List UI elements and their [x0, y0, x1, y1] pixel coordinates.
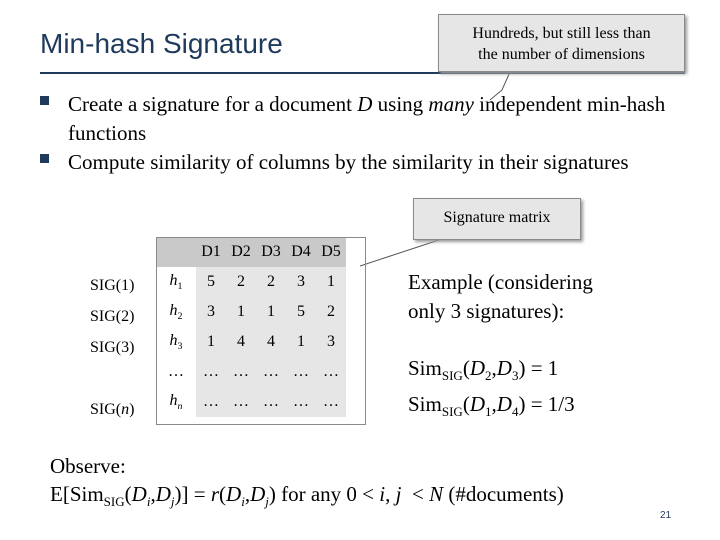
table-row	[156, 387, 346, 417]
observation-block	[50, 452, 564, 516]
square-bullet-icon	[40, 96, 49, 105]
table-cell: 2	[256, 267, 286, 297]
table-cell: 1	[226, 297, 256, 327]
sig-row-label: SIG(3)	[90, 339, 135, 356]
table-cell: 3	[196, 297, 226, 327]
table-cell: 2	[316, 297, 346, 327]
table-cell: 5	[286, 297, 316, 327]
signature-matrix-callout: Signature matrix	[413, 198, 581, 240]
table-cell: 1	[196, 327, 226, 357]
similarity-examples	[408, 354, 575, 426]
table-cell: 1	[256, 297, 286, 327]
similarity-example-1: $Sim_{SIG}(D_2,D_3) = 1$	[408, 356, 559, 384]
table-cell: …	[226, 357, 256, 387]
title-divider	[40, 72, 685, 74]
bullet-item-2	[40, 148, 700, 177]
table-cell: …	[196, 387, 226, 417]
example-text	[408, 268, 593, 326]
table-cell: …	[286, 387, 316, 417]
dimensions-callout	[438, 14, 685, 72]
observation-formula: $E[Sim_{SIG}(D_i,D_j)] = r(D_i,D_j)$ for any 0 < i, j < N (#documents)	[50, 482, 564, 510]
bullet-list	[40, 90, 700, 177]
hash-function-cell: $h_1$	[169, 271, 183, 293]
square-bullet-icon	[40, 154, 49, 163]
table-row	[156, 267, 346, 297]
dimensions-callout-line1: Hundreds, but still less than	[472, 25, 651, 42]
table-cell: 2	[226, 267, 256, 297]
signature-matrix-table	[156, 237, 346, 417]
page-number: 21	[660, 510, 672, 521]
sig-row-label: SIG(1)	[90, 277, 135, 294]
sig-row-label: SIG(n)	[90, 401, 135, 418]
table-cell: 4	[226, 327, 256, 357]
hash-function-cell: $h_3$	[169, 331, 183, 353]
bullet-text-2: Compute similarity of columns by the similarity in their signatures	[68, 150, 629, 174]
column-header: D2	[226, 237, 256, 267]
slide-title: Min-hash Signature	[40, 28, 283, 59]
hash-function-cell: …	[168, 363, 184, 380]
bullet-text-1: Create a signature for a document D using many independent min-hash functions	[68, 92, 666, 145]
table-cell: …	[316, 387, 346, 417]
table-cell: 3	[316, 327, 346, 357]
table-row	[156, 357, 346, 387]
column-header: D1	[196, 237, 226, 267]
table-cell: …	[226, 387, 256, 417]
similarity-example-2: $Sim_{SIG}(D_1,D_4) = 1/3$	[408, 392, 575, 420]
table-cell: 5	[196, 267, 226, 297]
table-cell: …	[196, 357, 226, 387]
table-cell: 4	[256, 327, 286, 357]
table-cell: …	[256, 357, 286, 387]
table-row	[156, 327, 346, 357]
bullet-item-1	[40, 90, 700, 148]
table-header-row	[156, 237, 346, 267]
dimensions-callout-line2: the number of dimensions	[478, 46, 645, 63]
table-cell: 1	[316, 267, 346, 297]
table-cell: …	[316, 357, 346, 387]
example-line-2: only 3 signatures):	[408, 299, 565, 323]
hash-function-cell: $h_2$	[169, 301, 183, 323]
column-header: D3	[256, 237, 286, 267]
hash-function-cell: $h_n$	[169, 391, 183, 413]
column-header: D4	[286, 237, 316, 267]
observation-heading: Observe:	[50, 454, 126, 478]
table-cell: 1	[286, 327, 316, 357]
table-corner-cell	[156, 237, 196, 267]
table-cell: …	[286, 357, 316, 387]
sig-row-label: SIG(2)	[90, 308, 135, 325]
table-cell: 3	[286, 267, 316, 297]
example-line-1: Example (considering	[408, 270, 593, 294]
table-cell: …	[256, 387, 286, 417]
column-header: D5	[316, 237, 346, 267]
table-row	[156, 297, 346, 327]
